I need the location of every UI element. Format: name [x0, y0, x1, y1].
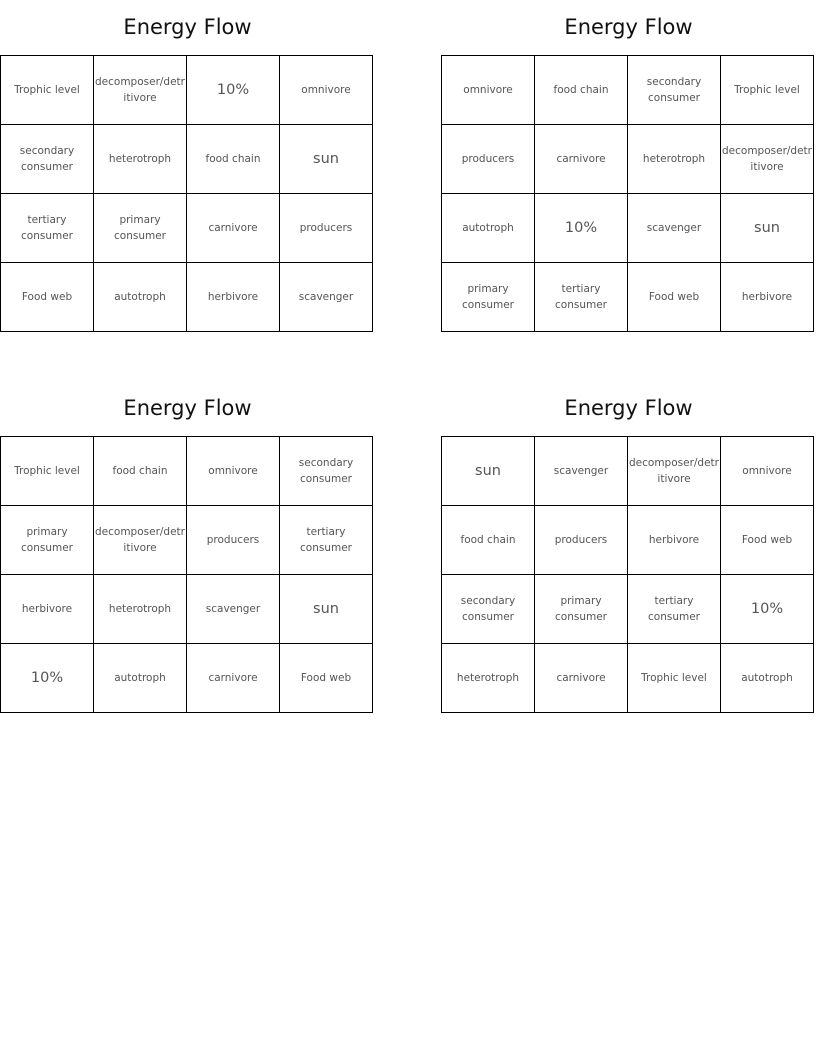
bingo-cell: primary consumer — [442, 263, 535, 332]
bingo-cell: omnivore — [442, 56, 535, 125]
bingo-cell: producers — [280, 194, 373, 263]
bingo-cell: decomposer/detritivore — [721, 125, 814, 194]
bingo-cell: tertiary consumer — [535, 263, 628, 332]
bingo-cell: heterotroph — [628, 125, 721, 194]
bingo-cell: carnivore — [187, 644, 280, 713]
bingo-cell: autotroph — [721, 644, 814, 713]
bingo-cell: heterotroph — [94, 125, 187, 194]
bingo-cell: primary consumer — [1, 506, 94, 575]
bingo-cell: Trophic level — [721, 56, 814, 125]
bingo-cell: producers — [442, 125, 535, 194]
bingo-cell: secondary consumer — [628, 56, 721, 125]
bingo-cell: sun — [442, 437, 535, 506]
bingo-cell: Food web — [280, 644, 373, 713]
bingo-cell: herbivore — [721, 263, 814, 332]
bingo-cell: sun — [280, 125, 373, 194]
bingo-cell: food chain — [442, 506, 535, 575]
bingo-cell: autotroph — [94, 644, 187, 713]
bingo-cell: scavenger — [535, 437, 628, 506]
bingo-cell: Trophic level — [1, 437, 94, 506]
bingo-cell: Trophic level — [628, 644, 721, 713]
bingo-cell: sun — [721, 194, 814, 263]
bingo-cell: herbivore — [628, 506, 721, 575]
bingo-cell: omnivore — [280, 56, 373, 125]
bingo-cell: 10% — [187, 56, 280, 125]
bingo-cell: herbivore — [187, 263, 280, 332]
bingo-cell: heterotroph — [94, 575, 187, 644]
card-title: Energy Flow — [123, 15, 252, 39]
bingo-cell: tertiary consumer — [1, 194, 94, 263]
bingo-cell: omnivore — [721, 437, 814, 506]
bingo-cell: carnivore — [187, 194, 280, 263]
bingo-cell: secondary consumer — [442, 575, 535, 644]
bingo-cell: primary consumer — [535, 575, 628, 644]
bingo-cell: secondary consumer — [1, 125, 94, 194]
bingo-cell: carnivore — [535, 644, 628, 713]
bingo-cell: decomposer/detritivore — [94, 506, 187, 575]
bingo-cell: autotroph — [442, 194, 535, 263]
bingo-cell: herbivore — [1, 575, 94, 644]
bingo-cell: scavenger — [628, 194, 721, 263]
bingo-cell: 10% — [721, 575, 814, 644]
bingo-cell: 10% — [1, 644, 94, 713]
bingo-cell: primary consumer — [94, 194, 187, 263]
bingo-cell: producers — [535, 506, 628, 575]
bingo-grid — [441, 436, 814, 713]
bingo-cell: carnivore — [535, 125, 628, 194]
card-title: Energy Flow — [564, 15, 693, 39]
bingo-cell: Food web — [1, 263, 94, 332]
bingo-cell: tertiary consumer — [280, 506, 373, 575]
bingo-grid — [0, 55, 373, 332]
bingo-grid — [0, 436, 373, 713]
bingo-cell: food chain — [187, 125, 280, 194]
bingo-cell: decomposer/detritivore — [628, 437, 721, 506]
bingo-cell: scavenger — [187, 575, 280, 644]
bingo-cell: omnivore — [187, 437, 280, 506]
card-title: Energy Flow — [564, 396, 693, 420]
bingo-grid — [441, 55, 814, 332]
bingo-cell: 10% — [535, 194, 628, 263]
bingo-cell: food chain — [94, 437, 187, 506]
bingo-cell: Food web — [721, 506, 814, 575]
bingo-cell: sun — [280, 575, 373, 644]
bingo-cell: heterotroph — [442, 644, 535, 713]
bingo-cell: food chain — [535, 56, 628, 125]
bingo-cell: autotroph — [94, 263, 187, 332]
bingo-cell: producers — [187, 506, 280, 575]
card-title: Energy Flow — [123, 396, 252, 420]
bingo-cell: Trophic level — [1, 56, 94, 125]
bingo-cell: tertiary consumer — [628, 575, 721, 644]
bingo-cell: scavenger — [280, 263, 373, 332]
bingo-cell: Food web — [628, 263, 721, 332]
bingo-cell: secondary consumer — [280, 437, 373, 506]
bingo-cell: decomposer/detritivore — [94, 56, 187, 125]
